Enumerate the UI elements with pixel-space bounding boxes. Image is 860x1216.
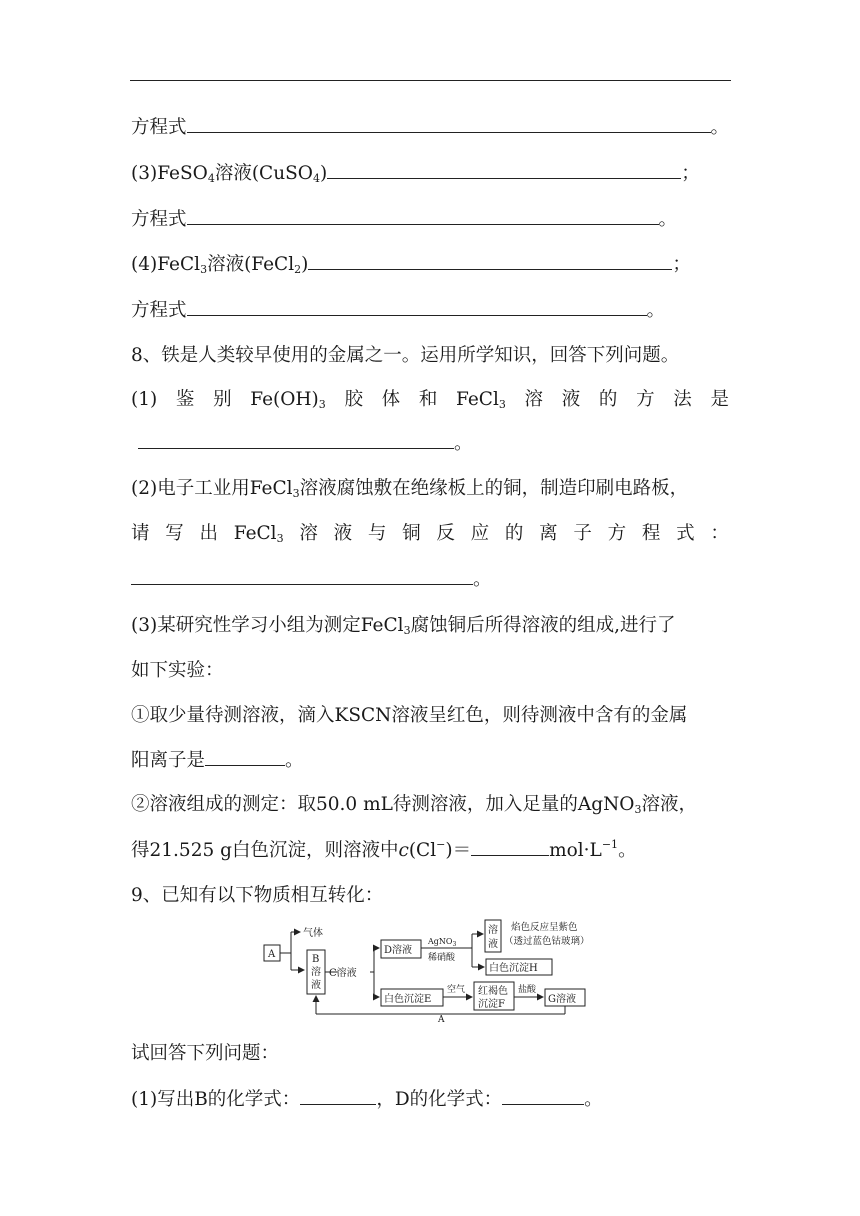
word: 和 xyxy=(418,389,438,410)
label-B: B xyxy=(312,954,320,965)
word: 请 xyxy=(131,523,150,544)
period: 。 xyxy=(584,1089,603,1110)
subscript: 2 xyxy=(294,263,302,276)
label-solution-1: 溶 xyxy=(488,925,498,936)
q8-part-1 xyxy=(131,387,729,413)
text: 阳离子是 xyxy=(131,750,206,771)
q8-step-1-line-2 xyxy=(131,747,304,774)
question-9-stem: 9、已知有以下物质相互转化： xyxy=(131,885,384,906)
word: 法 xyxy=(673,389,692,410)
label-E: 白色沉淀E xyxy=(384,994,432,1005)
word: 液 xyxy=(561,389,581,410)
answer-blank[interactable] xyxy=(205,747,285,766)
superscript: − xyxy=(436,838,446,851)
text: 得21.525 g白色沉淀，则溶液中 xyxy=(131,840,399,861)
period: 。 xyxy=(454,433,473,454)
item-text: 溶液(CuSO xyxy=(214,163,313,184)
word: 溶 xyxy=(299,523,318,544)
equation-label: 方程式 xyxy=(131,209,187,230)
item-text: 溶液(FeCl xyxy=(207,254,295,275)
label-G: G溶液 xyxy=(548,994,576,1005)
label-cobalt-glass: （透过蓝色钴玻璃） xyxy=(504,936,590,947)
header-rule xyxy=(130,80,731,81)
q8-part-3 xyxy=(131,613,675,639)
word: 子 xyxy=(573,523,592,544)
item-text: ) xyxy=(301,254,309,275)
equation-line-1 xyxy=(131,114,729,141)
word: 程 xyxy=(641,523,661,544)
word: 离 xyxy=(539,523,558,544)
word: 式 xyxy=(676,523,695,544)
word: 应 xyxy=(470,523,490,544)
label-B-3: 液 xyxy=(311,980,321,991)
label-D: D溶液 xyxy=(384,945,413,956)
word: 胶 xyxy=(344,389,363,410)
item-text: ) xyxy=(319,163,328,184)
subscript: 3 xyxy=(292,487,300,500)
label-agno3: AgNO$_3$ xyxy=(428,937,457,948)
q8-part-3-line-2: 如下实验： xyxy=(131,660,224,681)
text: (1)写出B的化学式： xyxy=(131,1089,301,1110)
word: 出 xyxy=(199,523,219,544)
concentration-symbol: c xyxy=(398,840,409,861)
answer-blank[interactable] xyxy=(187,297,647,316)
text: )＝ xyxy=(445,840,472,861)
answer-blank[interactable] xyxy=(131,566,473,585)
item-label: (3)FeSO xyxy=(131,163,208,184)
item-label: (4)FeCl xyxy=(131,254,201,275)
q8-part-2 xyxy=(131,476,688,502)
subscript: 3 xyxy=(634,803,642,816)
word: 的 xyxy=(598,389,618,410)
label-A: A xyxy=(268,949,276,960)
equation-line-5 xyxy=(131,297,665,324)
word: 与 xyxy=(367,523,387,544)
word: 鉴 xyxy=(175,389,195,410)
conversion-diagram xyxy=(258,914,620,1022)
answer-blank[interactable] xyxy=(327,160,681,179)
subscript: 3 xyxy=(276,532,284,545)
item-4-line xyxy=(131,251,691,278)
item-3-line xyxy=(131,160,700,187)
text: (Cl xyxy=(408,840,437,861)
semicolon: ； xyxy=(681,163,700,184)
text: ，D的化学式： xyxy=(376,1089,503,1110)
label-flame: 焰色反应呈紫色 xyxy=(511,922,578,933)
q9-follow: 试回答下列问题： xyxy=(131,1043,280,1064)
subscript: 3 xyxy=(403,624,411,637)
period: 。 xyxy=(658,209,678,230)
subscript: 3 xyxy=(498,398,506,411)
q9-part-1 xyxy=(131,1086,603,1113)
label-F-1: 红褐色 xyxy=(478,986,508,997)
word: 体 xyxy=(381,389,401,410)
q8-step-2 xyxy=(131,792,697,818)
word: 铜 xyxy=(402,523,421,544)
text: 腐蚀铜后所得溶液的组成,进行了 xyxy=(410,615,676,636)
word: 的 xyxy=(504,523,524,544)
subscript: 4 xyxy=(207,172,215,185)
word: 溶 xyxy=(524,389,544,410)
word: 写 xyxy=(165,523,184,544)
label-F-2: 沉淀F xyxy=(478,999,505,1010)
answer-blank[interactable] xyxy=(187,114,711,133)
period: 。 xyxy=(646,300,666,321)
label-H: 白色沉淀H xyxy=(489,963,538,974)
answer-blank[interactable] xyxy=(308,251,672,270)
period: 。 xyxy=(710,117,730,138)
text: ②溶液组成的测定：取50.0 mL待测溶液，加入足量的AgNO xyxy=(131,794,635,815)
word: 是 xyxy=(710,389,729,410)
formula-text: FeCl xyxy=(456,389,499,410)
answer-blank[interactable] xyxy=(187,206,659,225)
word: 方 xyxy=(607,523,627,544)
label-solution-2: 液 xyxy=(488,939,498,950)
answer-blank[interactable] xyxy=(471,837,549,856)
q8-part-2-answer xyxy=(131,566,492,593)
q8-step-2-line-2 xyxy=(131,837,637,864)
word: (1) xyxy=(131,389,158,410)
label-A-return: A xyxy=(438,1015,445,1022)
label-air: 空气 xyxy=(447,985,466,995)
semicolon: ； xyxy=(672,254,691,275)
unit: mol·L xyxy=(549,840,602,861)
q8-step-1: ①取少量待测溶液，滴入KSCN溶液呈红色，则待测液中含有的金属 xyxy=(131,705,688,726)
period: 。 xyxy=(473,569,492,590)
subscript: 3 xyxy=(200,263,208,276)
text: 溶液腐蚀敷在绝缘板上的铜，制造印刷电路板， xyxy=(299,478,689,499)
equation-label: 方程式 xyxy=(131,117,187,138)
word: 方 xyxy=(636,389,655,410)
q8-part-2-line-2 xyxy=(131,521,729,547)
equation-label: 方程式 xyxy=(131,300,187,321)
text: (3)某研究性学习小组为测定FeCl xyxy=(131,615,404,636)
equation-line-3 xyxy=(131,206,677,233)
text: 溶液， xyxy=(641,794,697,815)
label-B-2: 溶 xyxy=(311,967,321,978)
answer-blank-D[interactable] xyxy=(502,1086,584,1105)
word xyxy=(250,387,326,413)
word: 别 xyxy=(213,389,232,410)
q8-part-1-answer xyxy=(138,430,473,457)
label-C: C溶液 xyxy=(329,968,357,979)
period: 。 xyxy=(618,840,637,861)
word xyxy=(456,387,506,413)
label-hcl: 盐酸 xyxy=(518,985,537,995)
subscript: 4 xyxy=(312,172,320,185)
word: 液 xyxy=(333,523,353,544)
label-gas: 气体 xyxy=(303,928,323,939)
superscript: −1 xyxy=(601,838,619,851)
formula-text: Fe(OH) xyxy=(250,389,319,410)
word: ： xyxy=(710,523,729,544)
subscript: 3 xyxy=(318,398,326,411)
word xyxy=(234,521,284,547)
text: (2)电子工业用FeCl xyxy=(131,478,293,499)
formula-text: FeCl xyxy=(233,523,277,544)
word: 反 xyxy=(436,523,455,544)
answer-blank[interactable] xyxy=(138,430,454,449)
label-dilute-hno3: 稀硝酸 xyxy=(428,953,456,963)
question-8-stem: 8、铁是人类较早使用的金属之一。运用所学知识，回答下列问题。 xyxy=(131,345,680,366)
period: 。 xyxy=(285,750,304,771)
answer-blank-B[interactable] xyxy=(300,1086,376,1105)
